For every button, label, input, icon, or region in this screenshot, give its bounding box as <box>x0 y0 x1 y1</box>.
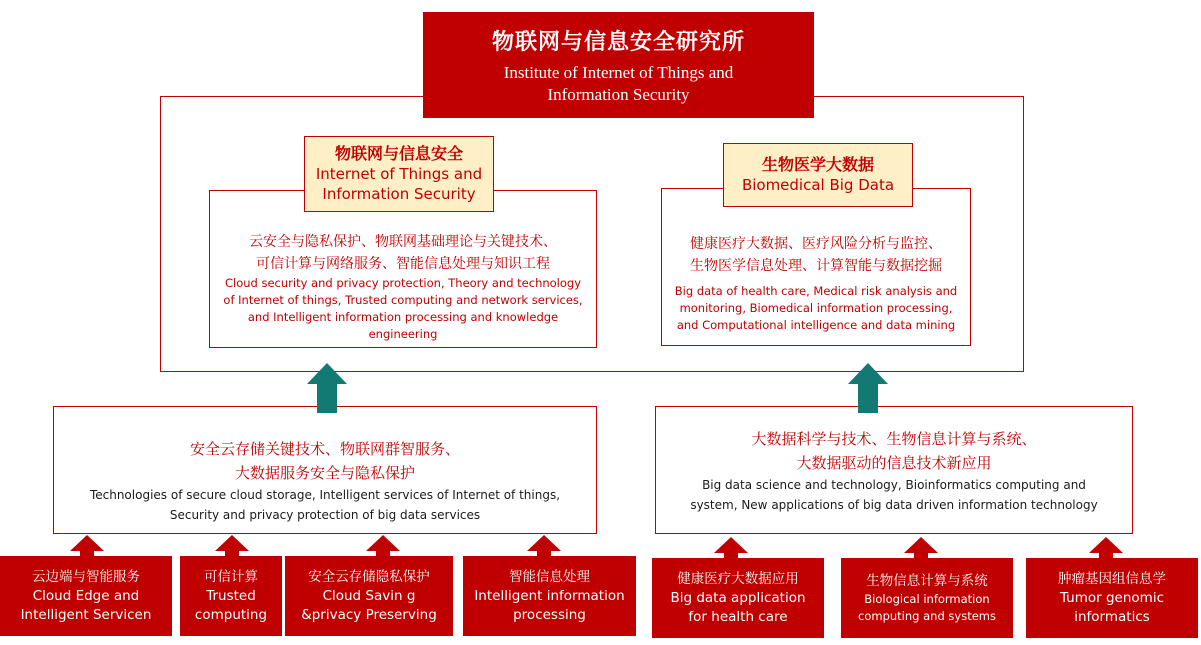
teal-up-arrow-right <box>848 363 888 413</box>
bottom-box-en2: Intelligent Servicen <box>20 606 152 623</box>
mid-left-cn-line2: 大数据服务安全与隐私保护 <box>234 464 415 482</box>
bottom-box-cn: 健康医疗大数据应用 <box>677 570 799 587</box>
mid-left-en-line1: Technologies of secure cloud storage, Intelligent services of Internet of things, <box>89 488 561 502</box>
left-label-en-line2: Information Security <box>322 185 476 203</box>
red-up-arrow <box>215 535 249 558</box>
left-desc-en-line3: and Intelligent information processing and knowledge <box>247 310 559 324</box>
bottom-box-en1: Intelligent information <box>474 587 625 604</box>
mid-left-en-line2: Security and privacy protection of big data services <box>169 508 481 522</box>
left-desc-en-line1: Cloud security and privacy protection, Theory and technology <box>224 276 582 290</box>
red-up-arrow <box>904 537 938 560</box>
bottom-box-en2: computing and systems <box>858 608 996 623</box>
mid-right-cn-line2: 大数据驱动的信息技术新应用 <box>796 454 992 472</box>
left-desc-en-line2: of Internet of things, Trusted computing and network services, <box>223 293 583 307</box>
mid-right-cn-line1: 大数据科学与技术、生物信息计算与系统、 <box>751 430 1037 448</box>
bottom-box-cn: 智能信息处理 <box>509 568 590 585</box>
right-desc-cn-line1: 健康医疗大数据、医疗风险分析与监控、 <box>690 236 942 252</box>
teal-up-arrow-left <box>307 363 347 413</box>
bottom-box-en2: for health care <box>688 608 788 625</box>
institute-title-en-line1: Institute of Internet of Things and <box>503 62 734 82</box>
right-desc-cn-line2: 生物医学信息处理、计算智能与数据挖掘 <box>690 258 942 274</box>
mid-right-en-line2: system, New applications of big data driven information technology <box>690 498 1098 512</box>
left-desc-en-line4: engineering <box>368 327 438 341</box>
red-up-arrow <box>366 535 400 558</box>
right-label-en: Biomedical Big Data <box>741 176 895 194</box>
left-desc-cn-line2: 可信计算与网络服务、智能信息处理与知识工程 <box>256 256 550 272</box>
bottom-box-cn: 云边端与智能服务 <box>32 568 140 585</box>
bottom-box-en1: Cloud Savin g <box>322 587 416 604</box>
institute-title-en-line2: Information Security <box>547 84 690 104</box>
bottom-box-en2: computing <box>194 606 268 623</box>
mid-right-en-line1: Big data science and technology, Bioinformatics computing and <box>702 478 1086 492</box>
red-up-arrow <box>714 537 748 560</box>
bottom-box-en2: processing <box>513 606 586 623</box>
red-up-arrow <box>527 535 561 558</box>
red-up-arrow <box>1089 537 1123 560</box>
right-label-cn: 生物医学大数据 <box>761 155 874 174</box>
bottom-box-cn: 生物信息计算与系统 <box>866 572 988 589</box>
bottom-box-en1: Tumor genomic <box>1059 589 1165 606</box>
left-desc-cn-line1: 云安全与隐私保护、物联网基础理论与关键技术、 <box>249 234 557 250</box>
bottom-box-cn: 肿瘤基因组信息学 <box>1058 570 1166 587</box>
left-label-en-line1: Internet of Things and <box>315 165 483 183</box>
bottom-box-en1: Trusted <box>206 587 256 604</box>
bottom-box-en1: Big data application <box>670 589 806 606</box>
left-label-cn: 物联网与信息安全 <box>334 144 463 163</box>
bottom-box-cn: 安全云存储隐私保护 <box>308 568 430 585</box>
right-desc-en-line2: monitoring, Biomedical information processing, <box>679 301 953 315</box>
red-up-arrow <box>70 535 104 558</box>
bottom-box-cn: 可信计算 <box>204 568 258 585</box>
institute-title-cn: 物联网与信息安全研究所 <box>491 29 745 55</box>
mid-left-cn-line1: 安全云存储关键技术、物联网群智服务、 <box>189 440 460 458</box>
bottom-box-en2: informatics <box>1074 608 1150 625</box>
right-desc-en-line3: and Computational intelligence and data mining <box>676 318 956 332</box>
bottom-box-en1: Biological information <box>864 591 990 606</box>
bottom-box-en1: Cloud Edge and <box>32 587 140 604</box>
right-desc-en-line1: Big data of health care, Medical risk analysis and <box>674 284 958 298</box>
bottom-box-en2: &privacy Preserving <box>301 606 437 623</box>
